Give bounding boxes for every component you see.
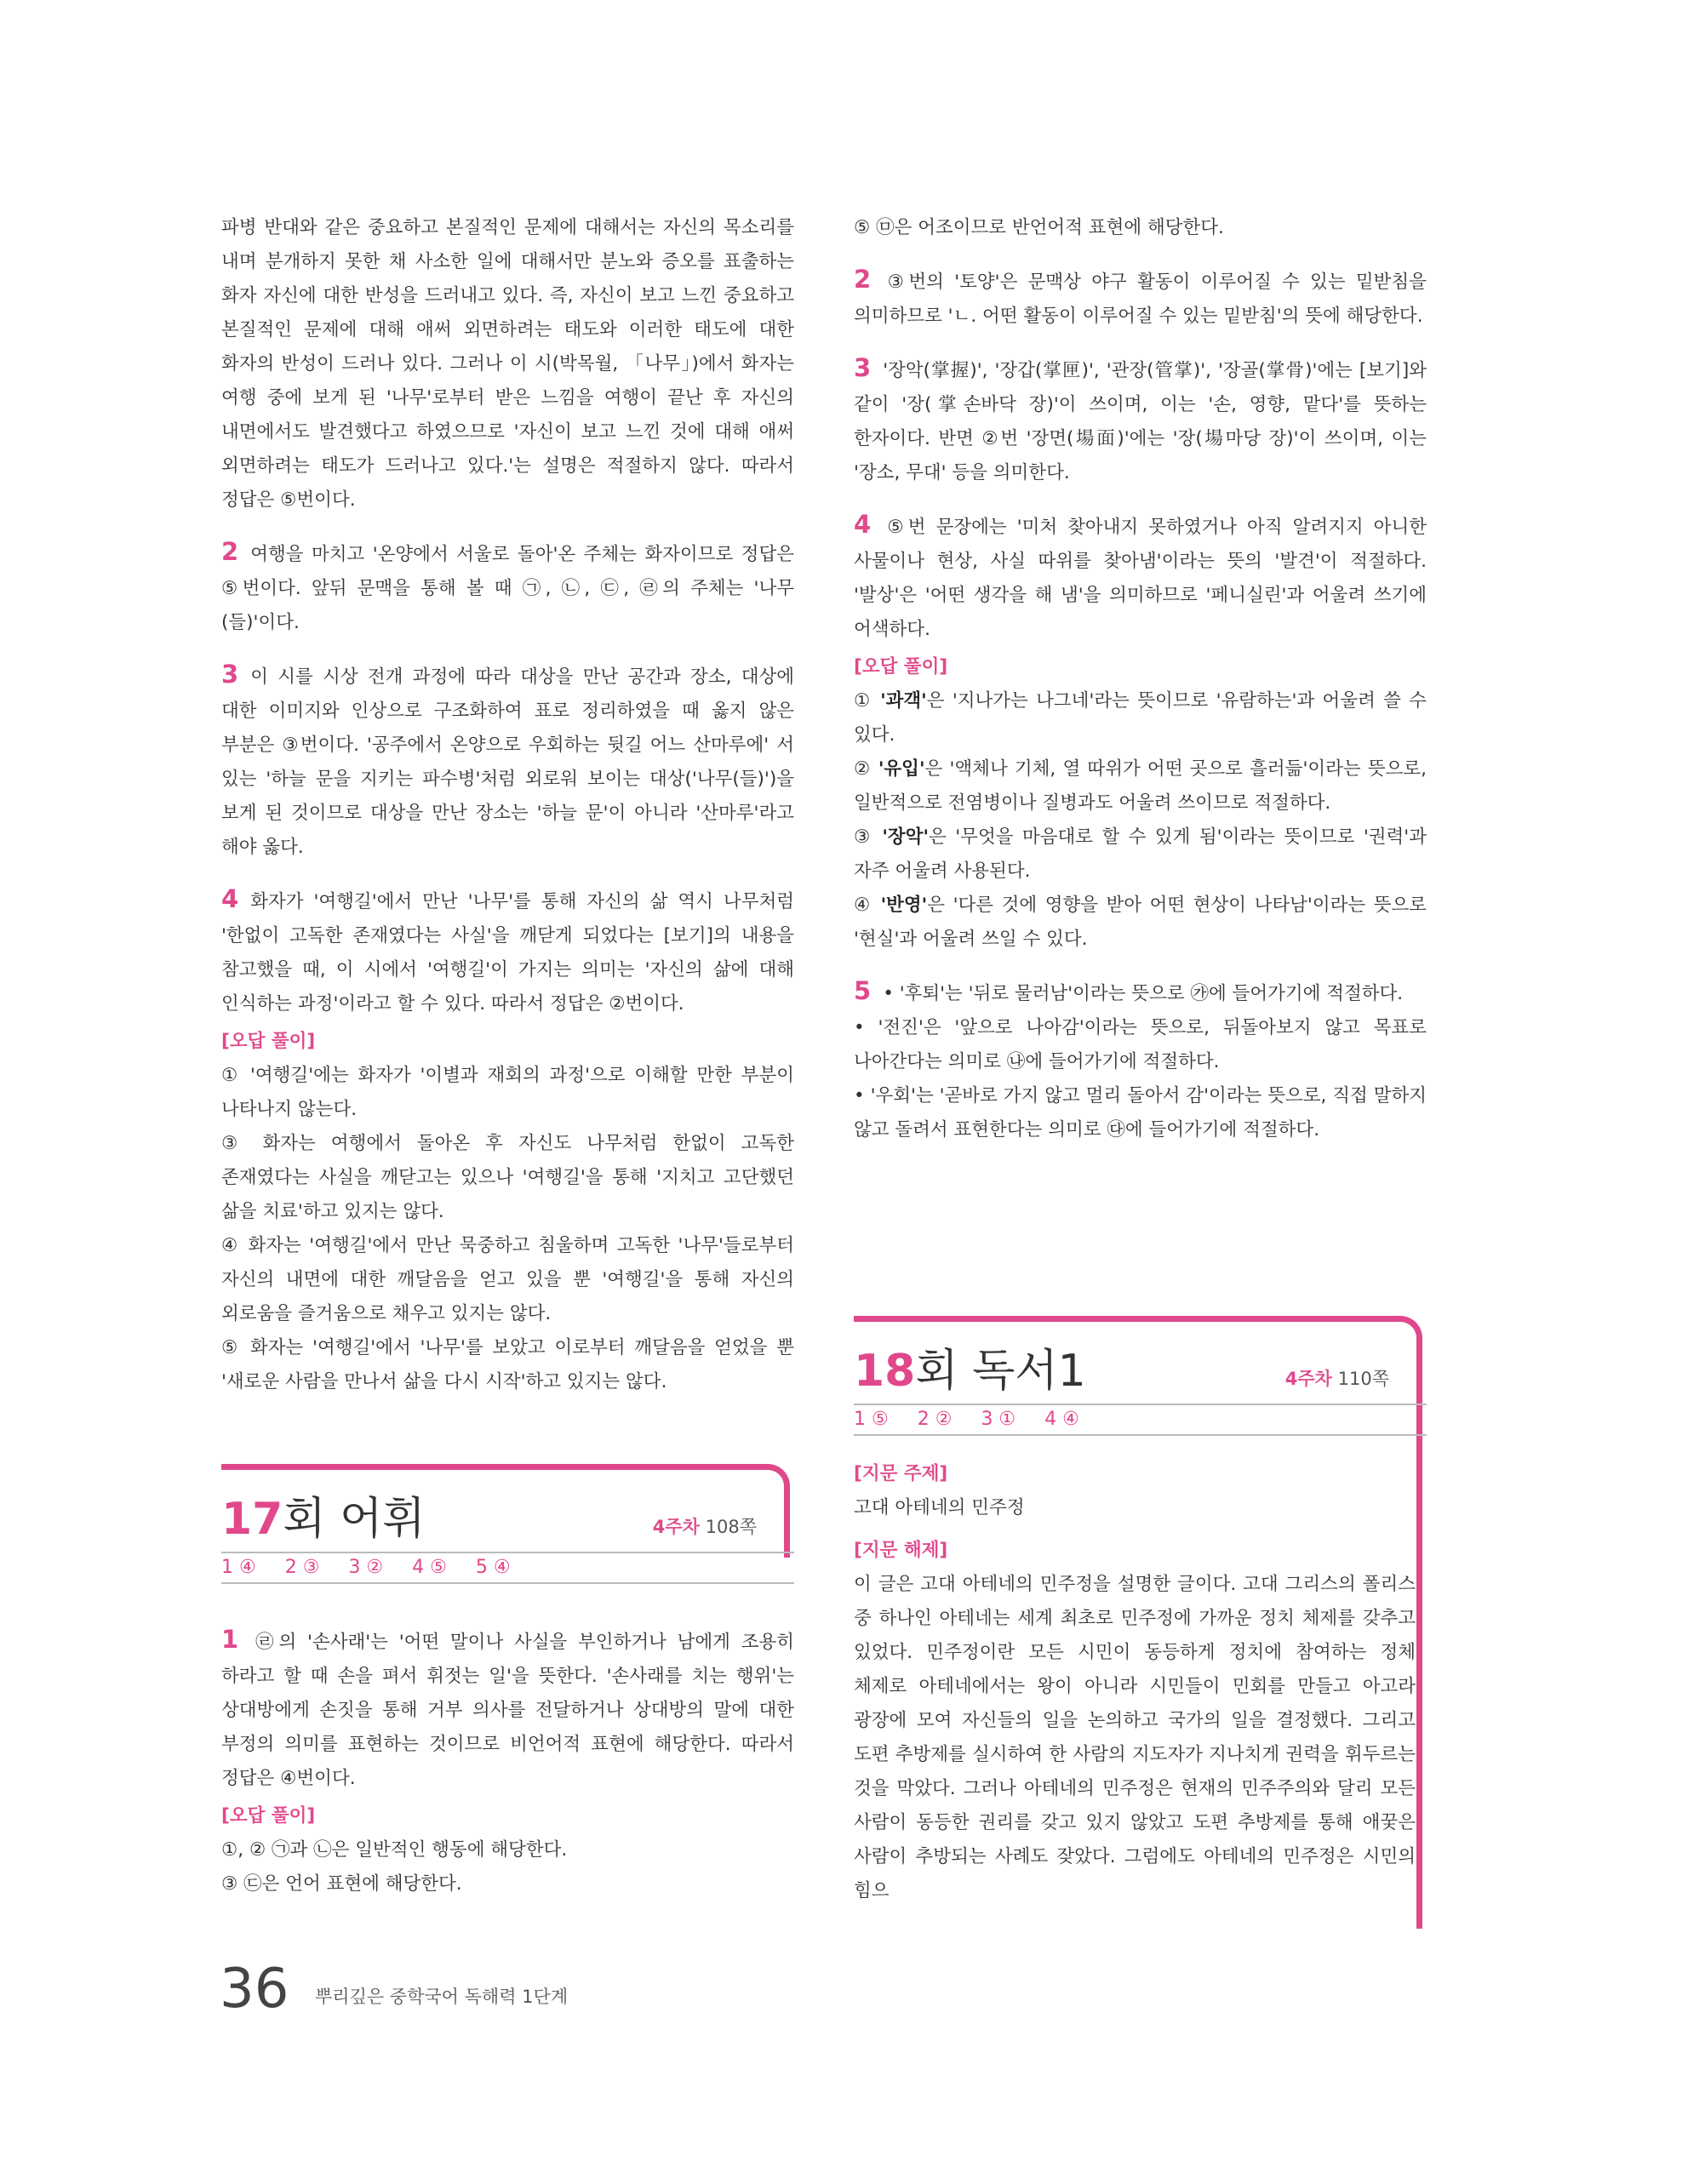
passage-topic-tag: [지문 주제] [854,1463,948,1484]
answer-key: 3 ② [348,1557,384,1578]
wrong-answer-item: ⑤ 화자는 '여행길'에서 '나무'를 보았고 이로부터 깨달음을 얻었을 뿐 '새로운 사람을 만나서 삶을 다시 시작'하고 있지는 않다. [221,1337,794,1392]
answer-key: 2 ③ [284,1557,320,1578]
answer-key: 1 ⑤ [854,1409,889,1430]
question-number: 4 [854,510,872,539]
question-number: 4 [221,884,239,913]
right-column [854,211,1427,1164]
answer-bar [854,1404,1427,1436]
explanation-q3 [221,657,794,865]
keyword: '반영' [880,895,928,916]
question-number: 3 [854,353,872,382]
answer-key: 2 ② [917,1409,953,1430]
answer-key: 3 ① [981,1409,1016,1430]
explanation-q1-continued [854,211,1427,245]
answer-key: 5 ④ [475,1557,511,1578]
paragraph: • '후퇴'는 '뒤로 물러남'이라는 뜻으로 ㉮에 들어가기에 적절하다. [883,983,1404,1004]
wrong-answer-tag: [오답 풀이] [854,656,948,677]
wrong-answer-item: ①, ② ㉠과 ㉡은 일반적인 행동에 해당한다. [221,1839,568,1861]
paragraph: • '우회'는 '곧바로 가지 않고 멀리 돌아서 감'이라는 뜻으로, 직접 말하지 않고 돌려서 표현한다는 의미로 ㉰에 들어가기에 적절하다. [854,1085,1427,1141]
keyword: '유입' [878,758,925,780]
book-title: 뿌리깊은 중학국어 독해력 1단계 [315,1987,569,2007]
explanation-q2 [854,262,1427,334]
wrong-answer-tag: [오답 풀이] [221,1031,316,1052]
unit-17-body [221,1622,794,1901]
wrong-answer-item: ④ '반영'은 '다른 것에 영향을 받아 어떤 현상이 나타남'이라는 뜻으로 '현실'과 어울려 쓰일 수 있다. [854,895,1427,950]
wrong-answer-item: ⑤ ㉤은 어조이므로 반언어적 표현에 해당한다. [854,217,1224,238]
answer-bar [221,1552,794,1584]
left-column [221,211,794,1416]
wrong-answer-item: ① '여행길'에는 화자가 '이별과 재회의 과정'으로 이해할 만한 부분이 나타나지 않는다. [221,1065,794,1120]
unit-18-section [854,1316,1427,1912]
paragraph: • '전진'은 '앞으로 나아감'이라는 뜻으로, 뒤돌아보지 않고 목표로 나아간다는 의미로 ㉯에 들어가기에 적절하다. [854,1017,1427,1072]
section-title: 17회 어휘 [221,1494,426,1545]
wrong-answer-item: ③ '장악'은 '무엇을 마음대로 할 수 있게 됨'이라는 뜻이므로 '권력'과 자주 어울려 사용된다. [854,826,1427,882]
unit-17-section [221,1464,794,1898]
section-frame-line [1416,1375,1422,1929]
paragraph: ③번의 '토양'은 문맥상 야구 활동이 이루어질 수 있는 밑받침을 의미하므로 'ㄴ. 어떤 활동이 이루어질 수 있는 밑받침'의 뜻에 해당한다. [854,272,1427,327]
paragraph: ㉣의 '손사래'는 '어떤 말이나 사실을 부인하거나 남에게 조용히 하라고 할 때 손을 펴서 휘젓는 일'을 뜻한다. '손사래를 치는 행위'는 상대방에게 손짓을 통해 거부 의사를 전달하거나 상대방의 말에 대한 부정의 의미를 표현하는 것이므로 비언어적 표현에 해당한다. 따라서 정답은 ④번이다. [221,1632,794,1789]
page-number: 36 [220,1958,289,2021]
wrong-answer-item: ③ ㉢은 언어 표현에 해당한다. [221,1873,462,1895]
explanation-q5 [854,974,1427,1147]
answer-key: 4 ④ [1044,1409,1079,1430]
explanation-q3 [854,351,1427,490]
unit-18-body [854,1454,1416,1908]
passage-analysis: 이 글은 고대 아테네의 민주정을 설명한 글이다. 고대 그리스의 폴리스 중 하나인 아테네는 세계 최초로 민주정에 가까운 정치 체제를 갖추고 있었다. 민주정이란 모든 시민이 동등하게 정치에 참여하는 정체 체제로 아테네에서는 왕이 아니라 시민들이 민회를 만들고 아고라 광장에 모여 자신들의 일을 논의하고 국가의 일을 결정했다. 그리고 도편 추방제를 실시하여 한 사람의 지도자가 지나치게 권력을 휘두르는 것을 막았다. 그러나 아테네의 민주정은 현재의 민주주의와 달리 모든 사람이 동등한 권리를 갖고 있지 않았고 도편 추방제를 통해 애꿎은 사람이 추방되는 사례도 잦았다. 그럼에도 아테네의 민주정은 시민의 힘으 [854,1574,1416,1901]
paragraph: 여행을 마치고 '온양에서 서울로 돌아'온 주체는 화자이므로 정답은 ⑤번이다. 앞뒤 문맥을 통해 볼 때 ㉠, ㉡, ㉢, ㉣의 주체는 '나무(들)'이다. [221,544,794,633]
paragraph: 이 시를 시상 전개 과정에 따라 대상을 만난 공간과 장소, 대상에 대한 이미지와 인상으로 구조화하여 표로 정리하였을 때 옳지 않은 부분은 ③번이다. '공주에서 온양으로 우회하는 뒷길 어느 산마루에' 서 있는 '하늘 문을 지키는 파수병'처럼 외로워 보이는 대상('나무(들)')을 보게 된 것이므로 대상을 만난 장소는 '하늘 문'이 아니라 '산마루'라고 해야 옳다. [221,666,794,858]
paragraph: ⑤번 문장에는 '미처 찾아내지 못하였거나 아직 알려지지 아니한 사물이나 현상, 사실 따위를 찾아냄'이라는 뜻의 '발견'이 적절하다. '발상'은 '어떤 생각을 해 냄'을 의미하므로 '페니실린'과 어울려 쓰기에 어색하다. [854,517,1427,640]
wrong-answer-item: ④ 화자는 '여행길'에서 만난 묵중하고 침울하며 고독한 '나무'들로부터 자신의 내면에 대한 깨달음을 얻고 있을 뿐 '여행길'을 통해 자신의 외로움을 즐거움으로 채우고 있지는 않다. [221,1235,794,1324]
explanation-q2 [221,535,794,640]
explanation-q4 [854,507,1427,957]
explanation-q4 [221,882,794,1399]
wrong-answer-item: ① '과객'은 '지나가는 나그네'라는 뜻이므로 '유람하는'과 어울려 쓸 수 있다. [854,690,1427,746]
paragraph: 파병 반대와 같은 중요하고 본질적인 문제에 대해서는 자신의 목소리를 내며 분개하지 못한 채 사소한 일에 대해서만 분노와 증오를 표출하는 화자 자신에 대한 반성을 드러내고 있다. 즉, 자신이 보고 느낀 중요하고 본질적인 문제에 대해 애써 외면하려는 태도와 이러한 태도에 대한 화자의 반성이 드러나 있다. 그러나 이 시(박목월, 「나무」)에서 화자는 여행 중에 보게 된 '나무'로부터 받은 느낌을 여행이 끝난 후 자신의 내면에서도 발견했다고 하였으므로 '자신이 보고 느낀 것에 대해 애써 외면하려는 태도가 드러나고 있다.'는 설명은 적절하지 않다. 따라서 정답은 ⑤번이다. [221,217,794,511]
passage-analysis-tag: [지문 해제] [854,1540,948,1561]
paragraph: 화자가 '여행길'에서 만난 '나무'를 통해 자신의 삶 역시 나무처럼 '한없이 고독한 존재였다는 사실'을 깨닫게 되었다는 [보기]의 내용을 참고했을 때, 이 시에서 '여행길'이 가지는 의미는 '자신의 삶에 대해 인식하는 과정'이라고 할 수 있다. 따라서 정답은 ②번이다. [221,891,794,1015]
question-number: 5 [854,976,872,1005]
answer-key: 4 ⑤ [412,1557,447,1578]
question-number: 1 [221,1625,239,1654]
question-number: 2 [854,265,872,294]
answer-key: 1 ④ [221,1557,256,1578]
wrong-answer-item: ② '유입'은 '액체나 기체, 열 따위가 어떤 곳으로 흘러듦'이라는 뜻으로, 일반적으로 전염병이나 질병과도 어울려 쓰이므로 적절하다. [854,758,1427,814]
paragraph: '장악(掌握)', '장갑(掌匣)', '관장(管掌)', '장골(掌骨)'에는 [보기]와 같이 '장(掌손바닥 장)'이 쓰이며, 이는 '손, 영향, 맡다'를 뜻하는 한자이다. 반면 ②번 '장면(場面)'에는 '장(場마당 장)'이 쓰이며, 이는 '장소, 무대' 등을 의미한다. [854,360,1427,483]
section-title: 18회 독서1 [854,1346,1086,1397]
wrong-answer-tag: [오답 풀이] [221,1805,316,1827]
question-number: 2 [221,537,239,566]
keyword: '장악' [882,826,930,848]
question-number: 3 [221,660,239,689]
wrong-answer-item: ③ 화자는 여행에서 돌아온 후 자신도 나무처럼 한없이 고독한 존재였다는 사실을 깨닫고는 있으나 '여행길'을 통해 '지치고 고단했던 삶을 치료'하고 있지는 않다. [221,1133,794,1222]
explanation-q1-continued [221,211,794,517]
passage-topic: 고대 아테네의 민주정 [854,1497,1025,1518]
week-page-ref: 4주차 108쪽 [652,1517,757,1537]
keyword: '과객' [880,690,927,712]
week-page-ref: 4주차 110쪽 [1284,1369,1389,1389]
